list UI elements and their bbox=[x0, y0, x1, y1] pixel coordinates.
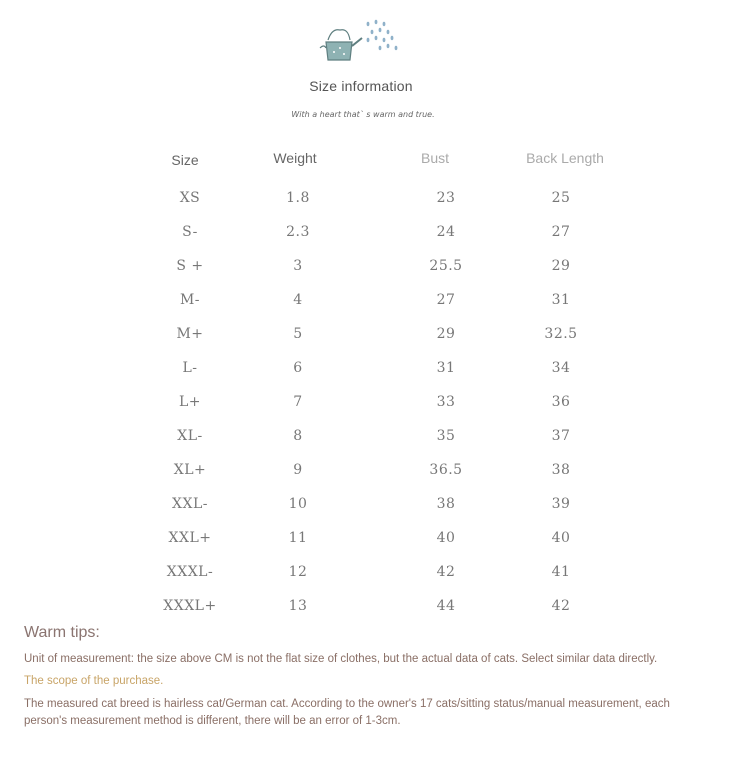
watering-can-icon bbox=[320, 30, 362, 60]
size-cell: XXXL- bbox=[166, 564, 214, 580]
back-length-cell: 29 bbox=[551, 258, 571, 274]
page-subtitle: With a heart that` s warm and true. bbox=[291, 110, 435, 119]
back-length-cell: 32.5 bbox=[544, 326, 578, 342]
header-back-length: Back Length bbox=[526, 150, 604, 166]
weight-cell: 5 bbox=[293, 326, 303, 342]
bust-cell: 33 bbox=[436, 394, 456, 410]
weight-cell: 3 bbox=[293, 258, 303, 274]
bust-cell: 38 bbox=[436, 496, 456, 512]
tips-title: Warm tips: bbox=[24, 624, 100, 641]
size-cell: XL+ bbox=[173, 462, 207, 478]
bust-cell: 25.5 bbox=[429, 258, 463, 274]
back-length-cell: 38 bbox=[551, 462, 571, 478]
header-weight: Weight bbox=[273, 150, 317, 166]
tips-measurement-note: Unit of measurement: the size above CM is not the flat size of clothes, but the actual data of cats. Select similar data directly. bbox=[24, 653, 658, 665]
back-length-cell: 31 bbox=[551, 292, 571, 308]
bust-cell: 35 bbox=[436, 428, 456, 444]
weight-cell: 2.3 bbox=[286, 224, 310, 240]
weight-cell: 4 bbox=[293, 292, 303, 308]
back-length-cell: 36 bbox=[551, 394, 571, 410]
weight-cell: 8 bbox=[293, 428, 303, 444]
weight-cell: 10 bbox=[288, 496, 308, 512]
back-length-cell: 40 bbox=[551, 530, 571, 546]
weight-cell: 11 bbox=[288, 530, 308, 546]
weight-cell: 1.8 bbox=[286, 190, 310, 206]
rain-drops-icon bbox=[367, 20, 398, 50]
bust-cell: 24 bbox=[436, 224, 456, 240]
page-title: Size information bbox=[309, 78, 413, 94]
back-length-cell: 41 bbox=[551, 564, 571, 580]
back-length-cell: 39 bbox=[551, 496, 571, 512]
weight-cell: 12 bbox=[288, 564, 308, 580]
weight-cell: 7 bbox=[293, 394, 303, 410]
bust-cell: 29 bbox=[436, 326, 456, 342]
size-cell: XS bbox=[179, 190, 201, 206]
bust-cell: 31 bbox=[436, 360, 456, 376]
bust-cell: 27 bbox=[436, 292, 456, 308]
weight-cell: 6 bbox=[293, 360, 303, 376]
size-cell: XXL- bbox=[172, 496, 208, 512]
header-bust: Bust bbox=[420, 150, 450, 166]
back-length-cell: 37 bbox=[551, 428, 571, 444]
back-length-cell: 34 bbox=[551, 360, 571, 376]
size-cell: M+ bbox=[176, 326, 204, 342]
back-length-cell: 25 bbox=[551, 190, 571, 206]
bust-cell: 23 bbox=[436, 190, 456, 206]
back-length-cell: 27 bbox=[551, 224, 571, 240]
weight-cell: 9 bbox=[293, 462, 303, 478]
tips-breed-note: The measured cat breed is hairless cat/German cat. According to the owner's 17 cats/sitting status/manual measurement, each person's measurement method is different, there will be an error of 1-3cm. bbox=[24, 698, 670, 727]
warm-tips bbox=[24, 624, 714, 730]
size-cell: XL- bbox=[177, 428, 203, 444]
bust-cell: 36.5 bbox=[429, 462, 463, 478]
header-size: Size bbox=[171, 152, 199, 168]
weight-cell: 13 bbox=[288, 598, 308, 614]
size-cell: XXL+ bbox=[168, 530, 212, 546]
bust-cell: 40 bbox=[436, 530, 456, 546]
size-cell: M- bbox=[179, 292, 201, 308]
size-cell: S + bbox=[176, 258, 204, 274]
bust-cell: 42 bbox=[436, 564, 456, 580]
tips-purchase-scope: The scope of the purchase. bbox=[24, 675, 164, 687]
size-cell: S- bbox=[182, 224, 198, 240]
size-cell: L- bbox=[182, 360, 198, 376]
back-length-cell: 42 bbox=[551, 598, 571, 614]
size-cell: XXXL+ bbox=[163, 598, 217, 614]
size-cell: L+ bbox=[178, 394, 202, 410]
watering-can-logo bbox=[318, 18, 408, 66]
bust-cell: 44 bbox=[436, 598, 456, 614]
